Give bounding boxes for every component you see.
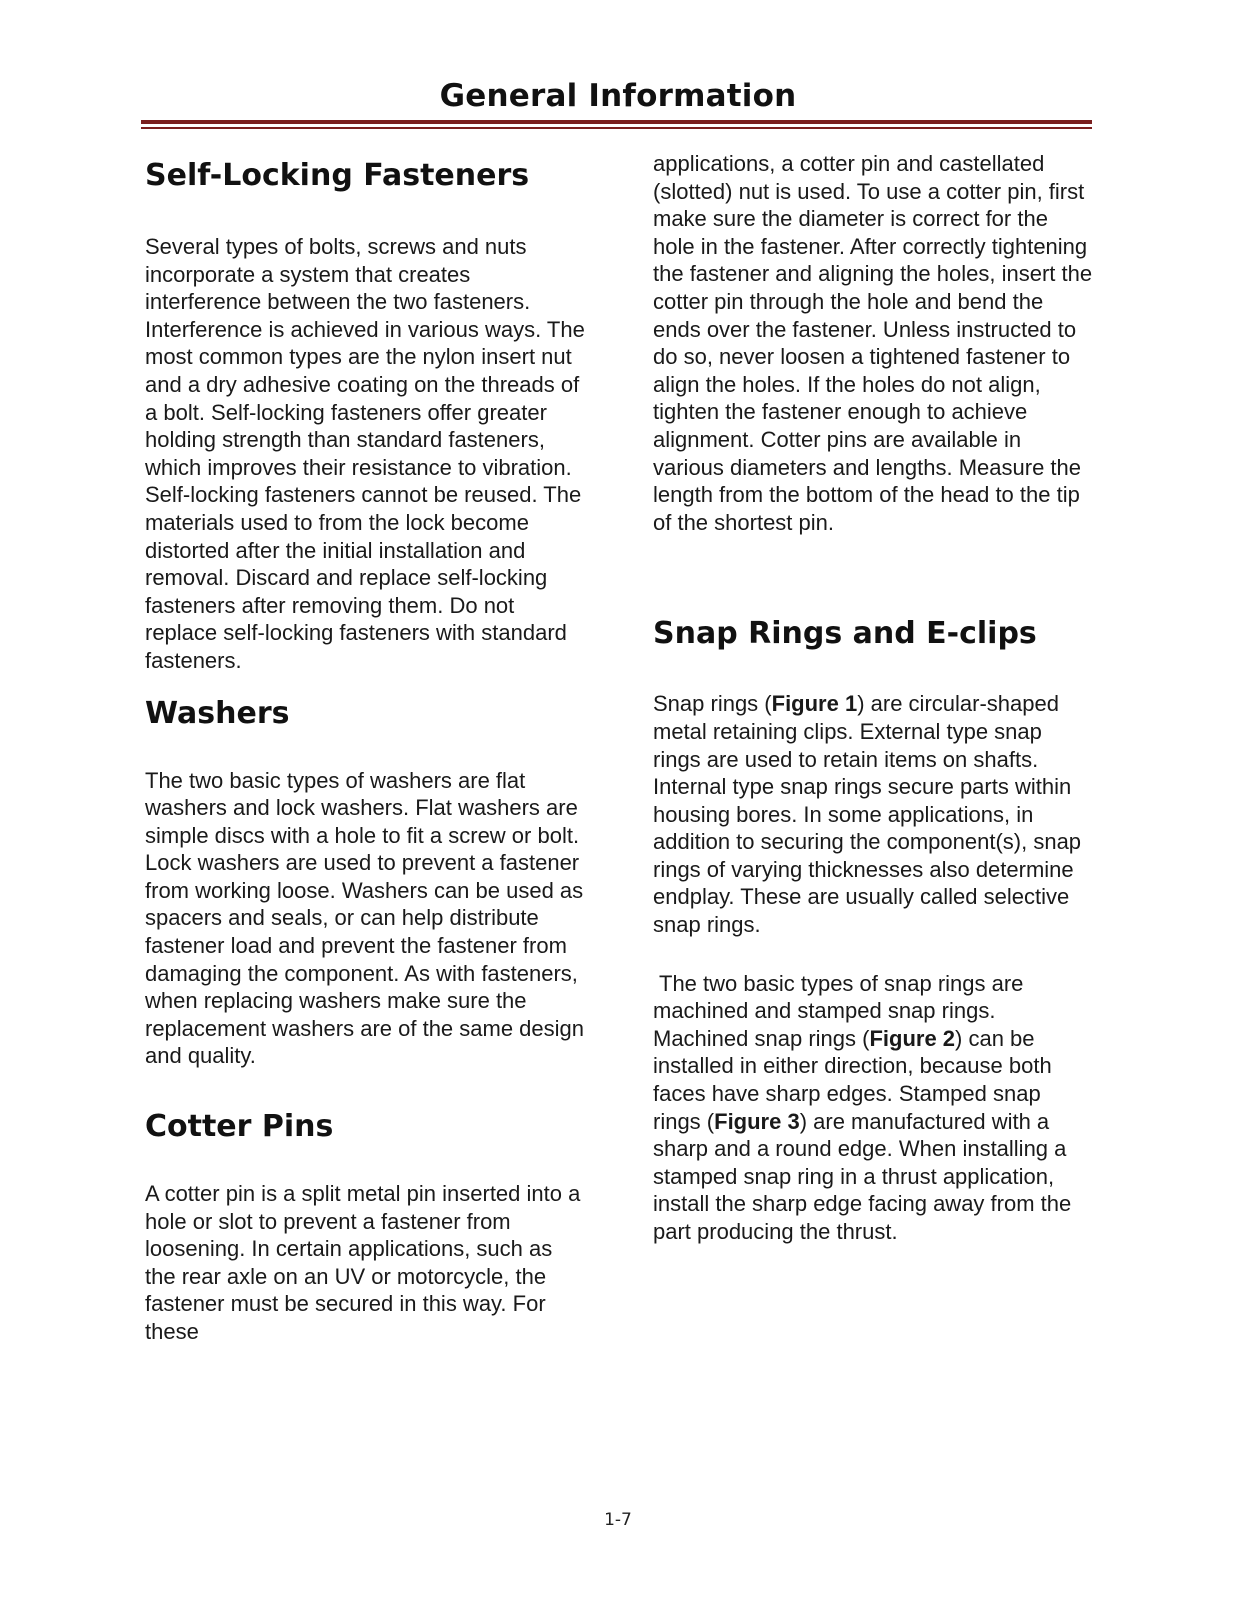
washers-text: The two basic types of washers are flat washers and lock washers. Flat washers are simple discs with a hole to fit a screw or bolt. Lock washers are used to prevent a fastener from working loose. Washers can be used as spacers and seals, or can help distribute fastener load and prevent the fastener from damaging the component. As with fasteners, when replacing washers make sure the replacement washers are of the same design and quality. (145, 767, 585, 1069)
snap-rings-paragraph-2 (653, 970, 1093, 1246)
header-rule-thin (141, 127, 1092, 129)
cotter-pins-continued-text: applications, a cotter pin and castellated (slotted) nut is used. To use a cotter pin, first make sure the diameter is correct for the hole in the fastener. After correctly tightening the fastener and aligning the holes, insert the cotter pin through the hole and bend the ends over the fastener. Unless instructed to do so, never loosen a tightened fastener to align the holes. If the holes do not align, tighten the fastener enough to achieve alignment. Cotter pins are available in various diameters and lengths. Measure the length from the bottom of the head to the tip of the shortest pin. (653, 151, 1093, 535)
snap-rings-paragraph-1 (653, 690, 1093, 938)
heading-cotter-pins: Cotter Pins (145, 1109, 334, 1145)
left-column (145, 150, 585, 1346)
header-rule-thick (141, 120, 1092, 124)
snap-rings-p1-text-a: Snap rings ( (653, 691, 772, 717)
page-title: General Information (439, 78, 797, 114)
snap-rings-p2-text-c: ) are manufactured with a sharp and a round edge. When installing a stamped snap ring in a thrust application, install the sharp edge facing away from the part producing the thrust. (653, 1108, 1072, 1244)
figure-1-reference: Figure 1 (771, 691, 858, 717)
snap-rings-p1-text-b: ) are circular-shaped metal retaining clips. External type snap rings are used to retain items on shafts. Internal type snap rings secure parts within housing bores. In some applications, in addition to securing the component(s), snap rings of varying thicknesses also determine endplay. These are usually called selective snap rings. (653, 691, 1082, 938)
self-locking-fasteners-text: Several types of bolts, screws and nuts incorporate a system that creates interference between the two fasteners. Interference is achieved in various ways. The most common types are the nylon insert nut and a dry adhesive coating on the threads of a bolt. Self-locking fasteners offer greater holding strength than standard fasteners, which improves their resistance to vibration. Self-locking fasteners cannot be reused. The materials used to from the lock become distorted after the initial installation and removal. Discard and replace self-locking fasteners after removing them. Do not replace self-locking fasteners with standard fasteners. (145, 234, 585, 673)
figure-3-reference: Figure 3 (714, 1108, 800, 1134)
heading-self-locking-fasteners: Self-Locking Fasteners (145, 158, 530, 193)
snap-rings-p2-text-b: ) can be installed in either direction, because both faces have sharp edges. Stamped snap rings ( (653, 1025, 1052, 1134)
snap-rings-p2-text-a: The two basic types of snap rings are machined and stamped snap rings. Machined snap rings ( (653, 970, 1024, 1051)
cotter-pins-text: A cotter pin is a split metal pin inserted into a hole or slot to prevent a fastener from loosening. In certain applications, such as the rear axle on an UV or motorcycle, the fastener must be secured in this way. For these (145, 1181, 581, 1344)
page-number: 1-7 (604, 1510, 632, 1530)
heading-snap-rings-and-e-clips: Snap Rings and E-clips (653, 616, 1037, 652)
right-column (653, 150, 1093, 1246)
figure-2-reference: Figure 2 (869, 1025, 956, 1051)
heading-washers: Washers (145, 695, 290, 731)
